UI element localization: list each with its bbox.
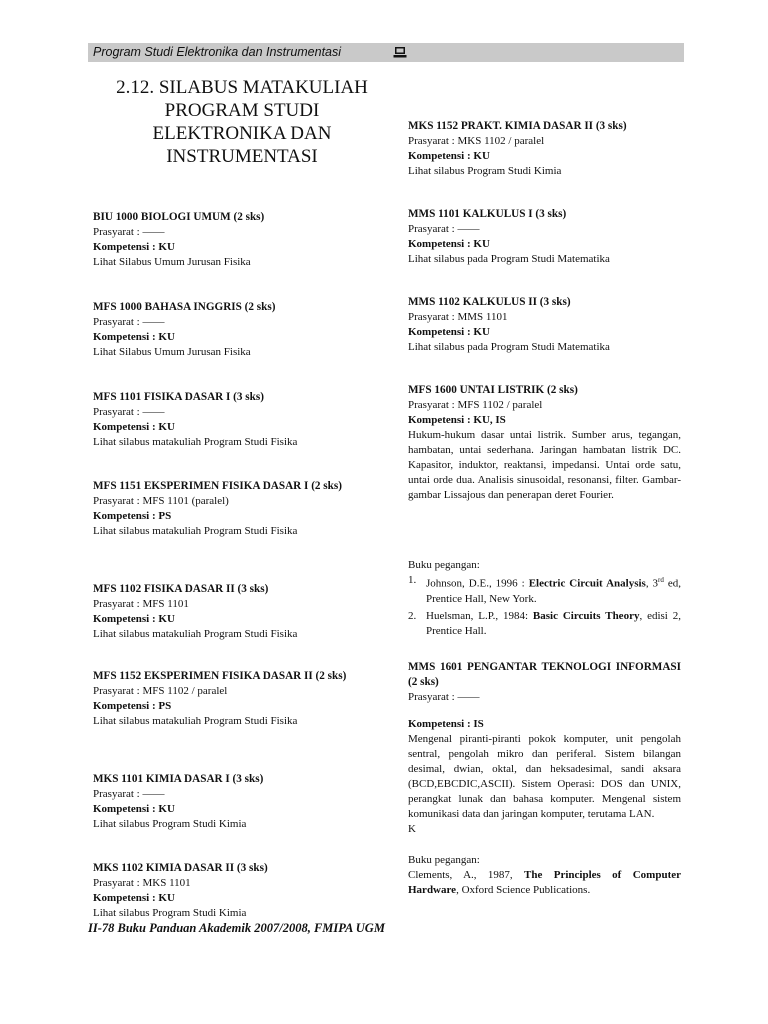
- course-prerequisite: Prasyarat : ——: [93, 316, 165, 328]
- course-heading: MKS 1102 KIMIA DASAR II (3 sks): [93, 862, 268, 874]
- course-mks-1101: [93, 772, 365, 832]
- running-header: [88, 43, 684, 62]
- course-description: Lihat silabus matakuliah Program Studi Fisika: [93, 715, 298, 727]
- course-mfs-1152: [93, 669, 365, 729]
- course-competency: Kompetensi : KU: [93, 421, 175, 433]
- course-mms-1601: [408, 660, 681, 837]
- course-prerequisite: Prasyarat : MFS 1101: [93, 598, 189, 610]
- course-prerequisite: Prasyarat : MKS 1101: [93, 877, 191, 889]
- reference-item: [408, 573, 681, 607]
- course-mfs-1000: [93, 300, 365, 360]
- course-heading: MKS 1152 PRAKT. KIMIA DASAR II (3 sks): [408, 120, 627, 132]
- course-heading: MFS 1102 FISIKA DASAR II (3 sks): [93, 583, 269, 595]
- course-prerequisite: Prasyarat : MFS 1101 (paralel): [93, 495, 229, 507]
- page-footer: II-78 Buku Panduan Akademik 2007/2008, FMIPA UGM: [88, 921, 385, 935]
- course-competency: Kompetensi : KU: [93, 331, 175, 343]
- reference-title: Basic Circuits Theory: [532, 609, 640, 622]
- reference-publisher: , Oxford Science Publications.: [456, 884, 591, 896]
- reference-title: Electric Circuit Analysis: [528, 577, 646, 590]
- course-heading: MKS 1101 KIMIA DASAR I (3 sks): [93, 773, 264, 785]
- course-heading: MFS 1000 BAHASA INGGRIS (2 sks): [93, 301, 276, 313]
- course-competency: Kompetensi : KU: [93, 892, 175, 904]
- reference-title: The Principles of Computer: [524, 869, 681, 881]
- section-title-line: INSTRUMENTASI: [166, 146, 318, 167]
- course-prerequisite: Prasyarat : ——: [93, 406, 165, 418]
- course-biu-1000: [93, 210, 365, 270]
- course-heading: MFS 1152 EKSPERIMEN FISIKA DASAR II (2 sks): [93, 670, 347, 682]
- reference-number: 2.: [408, 609, 417, 622]
- course-description: Lihat silabus Program Studi Kimia: [93, 818, 247, 830]
- course-mfs-1600: [408, 383, 681, 503]
- course-description: Lihat silabus matakuliah Program Studi Fisika: [93, 525, 298, 537]
- course-heading: MMS 1601 PENGANTAR TEKNOLOGI INFORMASI (2 sks): [408, 661, 681, 688]
- course-competency: Kompetensi : IS: [408, 718, 484, 730]
- reference-books-label: Buku pegangan:: [408, 854, 480, 866]
- course-description: Mengenal piranti-piranti pokok komputer, unit pengolah sentral, pengolah mikro dan periferal. Sistem bilangan desimal, dwian, oktal, dan heksadesimal, sandi aksara (BCD,EBCDIC,ASCII). Sistem Operasi: DOS dan UNIX, perangkat lunak dan bahasa komputer. Mengenal sistem komunikasi data dan jaringan komputer, terutama LAN.: [408, 733, 681, 820]
- section-title-line: 2.12. SILABUS MATAKULIAH: [116, 77, 368, 98]
- course-prerequisite: Prasyarat : ——: [93, 226, 165, 238]
- course-competency: Kompetensi : PS: [93, 700, 172, 712]
- computer-icon: [393, 46, 407, 58]
- course-note: K: [408, 823, 416, 835]
- course-prerequisite: Prasyarat : ——: [408, 223, 480, 235]
- course-heading: BIU 1000 BIOLOGI UMUM (2 sks): [93, 211, 265, 223]
- reference-books-mfs-1600: [408, 558, 681, 639]
- course-description: Lihat silabus matakuliah Program Studi Fisika: [93, 436, 298, 448]
- reference-item: [408, 868, 681, 898]
- course-mfs-1151: [93, 479, 365, 539]
- reference-edition: , 3: [645, 577, 659, 590]
- course-competency: Kompetensi : KU, IS: [408, 414, 506, 426]
- course-mms-1102: [408, 295, 681, 355]
- course-competency: Kompetensi : KU: [408, 326, 490, 338]
- reference-books-mms-1601: [408, 853, 681, 898]
- course-heading: MFS 1600 UNTAI LISTRIK (2 sks): [408, 384, 578, 396]
- reference-author: Clements, A., 1987,: [408, 869, 525, 881]
- reference-list: [408, 573, 681, 639]
- course-mfs-1101: [93, 390, 365, 450]
- course-prerequisite: Prasyarat : MMS 1101: [408, 311, 508, 323]
- course-description: Lihat silabus Program Studi Kimia: [93, 907, 247, 919]
- course-competency: Kompetensi : KU: [408, 238, 490, 250]
- course-mks-1102: [93, 861, 365, 921]
- course-description: Lihat Silabus Umum Jurusan Fisika: [93, 346, 251, 358]
- course-heading: MMS 1102 KALKULUS II (3 sks): [408, 296, 571, 308]
- reference-publisher: ed, Prentice Hall, New York.: [426, 577, 681, 605]
- course-mfs-1102: [93, 582, 365, 642]
- course-prerequisite: Prasyarat : ——: [93, 788, 165, 800]
- course-prerequisite: Prasyarat : MKS 1102 / paralel: [408, 135, 545, 147]
- section-title: [88, 76, 396, 168]
- reference-title-cont: Hardware: [408, 884, 457, 896]
- course-heading: MMS 1101 KALKULUS I (3 sks): [408, 208, 567, 220]
- course-competency: Kompetensi : PS: [93, 510, 172, 522]
- course-description: Hukum-hukum dasar untai listrik. Sumber arus, tegangan, hambatan, untai sederhana. Jaringan hambatan listrik DC. Kapasitor, induktor, reaktansi, impedansi. Untai orde satu, untai orde dua. Analisis sinusoidal, resonansi, filter. Gambar-gambar Lissajous dan penerapan deret Fourier.: [408, 429, 681, 501]
- course-prerequisite: Prasyarat : MFS 1102 / paralel: [93, 685, 228, 697]
- reference-item: [408, 609, 681, 639]
- course-description: Lihat silabus pada Program Studi Matematika: [408, 253, 610, 265]
- course-description: Lihat silabus matakuliah Program Studi Fisika: [93, 628, 298, 640]
- course-prerequisite: Prasyarat : MFS 1102 / paralel: [408, 399, 543, 411]
- course-description: Lihat silabus Program Studi Kimia: [408, 165, 562, 177]
- running-header-title: Program Studi Elektronika dan Instrumentasi: [93, 45, 342, 59]
- course-mms-1101: [408, 207, 681, 267]
- reference-number: 1.: [408, 574, 417, 586]
- course-heading: MFS 1101 FISIKA DASAR I (3 sks): [93, 391, 264, 403]
- course-competency: Kompetensi : KU: [93, 803, 175, 815]
- course-prerequisite: Prasyarat : ——: [408, 691, 480, 703]
- reference-books-label: Buku pegangan:: [408, 559, 480, 571]
- reference-author: Johnson, D.E., 1996 :: [426, 577, 529, 590]
- course-mks-1152: [408, 119, 681, 179]
- section-title-line: PROGRAM STUDI: [164, 100, 320, 121]
- course-competency: Kompetensi : KU: [93, 241, 175, 253]
- course-description: Lihat Silabus Umum Jurusan Fisika: [93, 256, 251, 268]
- course-heading: MFS 1151 EKSPERIMEN FISIKA DASAR I (2 sks): [93, 480, 342, 492]
- reference-author: Huelsman, L.P., 1984:: [426, 609, 533, 622]
- course-description: Lihat silabus pada Program Studi Matematika: [408, 341, 610, 353]
- reference-publisher: , edisi 2, Prentice Hall.: [426, 609, 681, 637]
- course-competency: Kompetensi : KU: [408, 150, 490, 162]
- section-title-line: ELEKTRONIKA DAN: [152, 123, 332, 144]
- reference-edition-suffix: rd: [658, 576, 664, 584]
- course-competency: Kompetensi : KU: [93, 613, 175, 625]
